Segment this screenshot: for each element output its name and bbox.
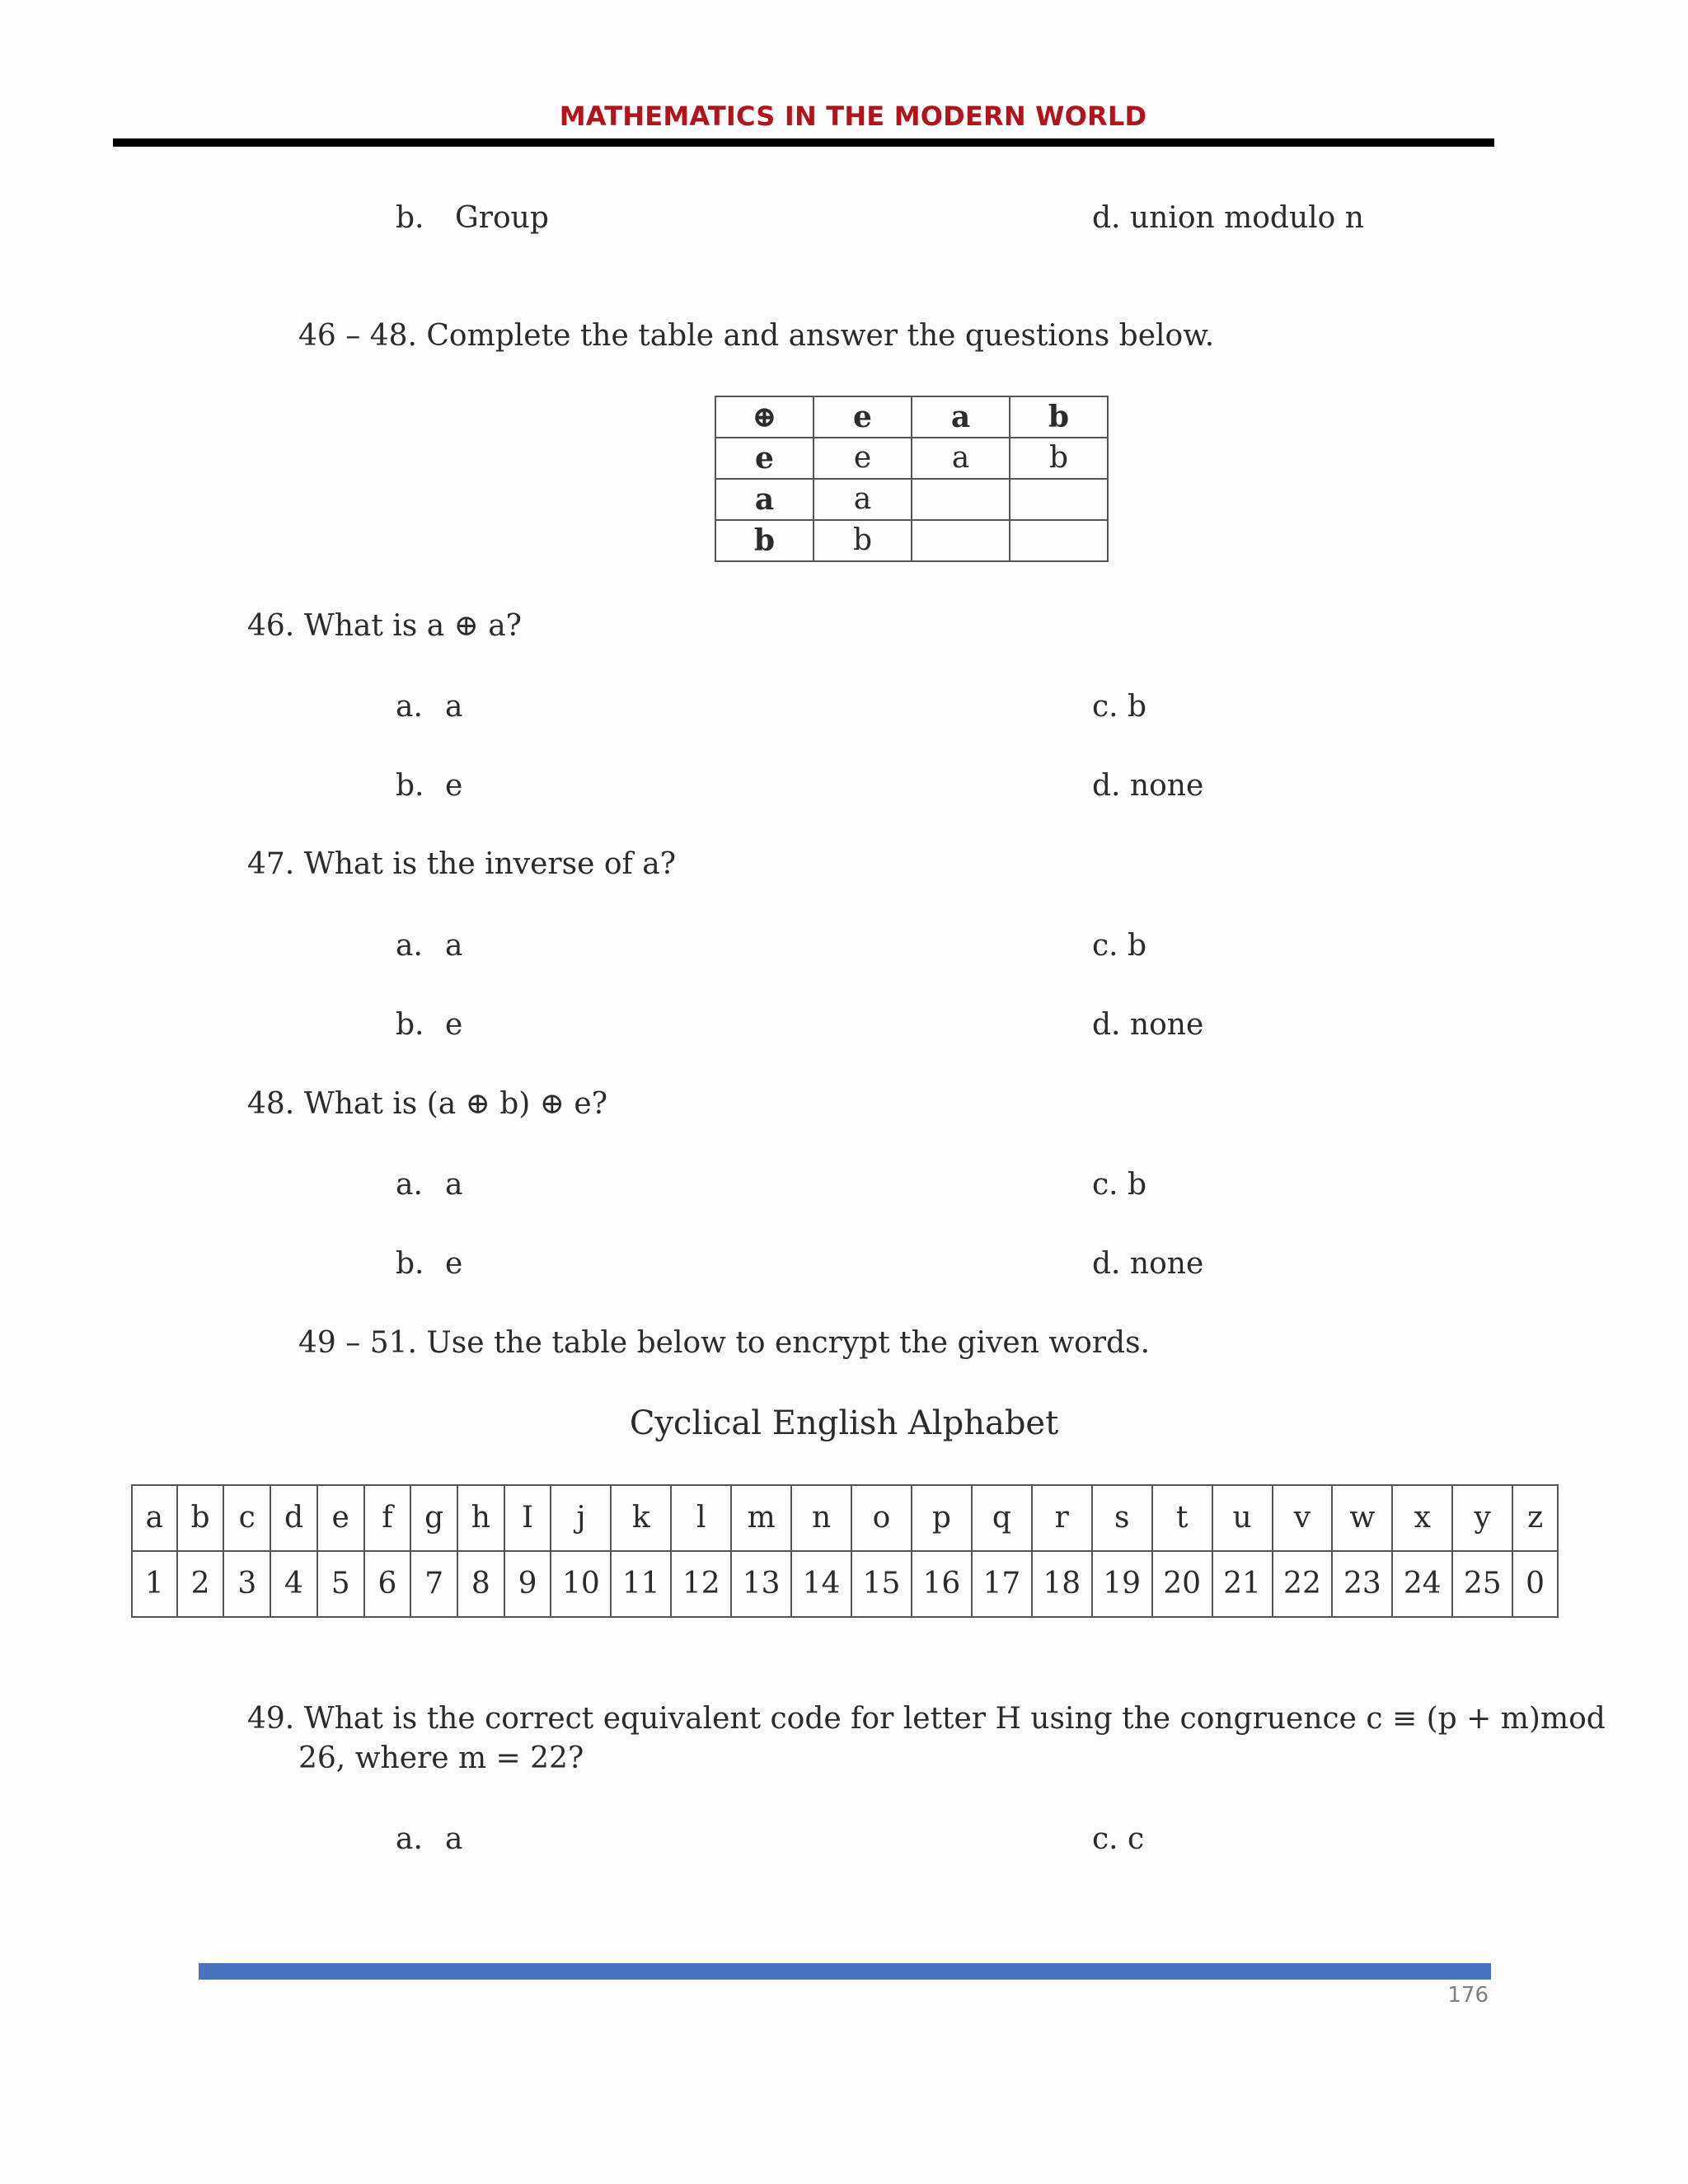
alphabet-number-cell: 6 (364, 1551, 411, 1617)
alphabet-letter-cell: x (1392, 1485, 1452, 1551)
table-cell (912, 520, 1010, 561)
alphabet-number-cell: 11 (611, 1551, 671, 1617)
q48-option-a (396, 1167, 462, 1203)
option-text: e (445, 769, 463, 803)
row-header: e (715, 438, 814, 479)
footer-bar (199, 1963, 1491, 1980)
prev-option-b (396, 200, 549, 237)
operator-cell: ⊕ (715, 396, 814, 438)
cyclical-alphabet-table (131, 1484, 1559, 1618)
alphabet-letter-cell: y (1452, 1485, 1512, 1551)
option-label: a. (396, 690, 423, 724)
question-49-line2: 26, where m = 22? (298, 1741, 584, 1775)
alphabet-number-cell: 7 (410, 1551, 457, 1617)
letters-row (132, 1485, 1558, 1551)
q46-option-a (396, 689, 462, 725)
alphabet-letter-cell: a (132, 1485, 177, 1551)
alphabet-number-cell: 20 (1152, 1551, 1212, 1617)
alphabet-number-cell: 2 (177, 1551, 224, 1617)
alphabet-letter-cell: b (177, 1485, 224, 1551)
option-text: a (445, 1822, 463, 1856)
page-number: 176 (1447, 1983, 1489, 2008)
alphabet-letter-cell: q (972, 1485, 1032, 1551)
table-row (715, 520, 1108, 561)
alphabet-number-cell: 0 (1512, 1551, 1558, 1617)
table-cell (912, 479, 1010, 520)
q47-option-a (396, 928, 462, 964)
alphabet-letter-cell: g (410, 1485, 457, 1551)
alphabet-number-cell: 10 (551, 1551, 611, 1617)
alphabet-letter-cell: o (851, 1485, 912, 1551)
alphabet-letter-cell: c (223, 1485, 270, 1551)
alphabet-number-cell: 3 (223, 1551, 270, 1617)
alphabet-number-cell: 16 (912, 1551, 972, 1617)
option-label: b. (396, 201, 424, 235)
table-cell (1010, 520, 1108, 561)
q46-option-b (396, 768, 462, 804)
alphabet-number-cell: 5 (317, 1551, 364, 1617)
section-49-51-heading: 49 – 51. Use the table below to encrypt the given words. (298, 1326, 1151, 1360)
alphabet-number-cell: 9 (504, 1551, 551, 1617)
option-label: a. (396, 929, 423, 963)
header-title: MATHEMATICS IN THE MODERN WORLD (559, 101, 1147, 132)
alphabet-letter-cell: I (504, 1485, 551, 1551)
q47-option-c: c. b (1092, 929, 1147, 963)
operation-table (715, 396, 1109, 562)
alphabet-number-cell: 4 (270, 1551, 317, 1617)
option-text: a (445, 690, 463, 724)
table-cell: b (1010, 438, 1108, 479)
alphabet-letter-cell: u (1212, 1485, 1273, 1551)
alphabet-letter-cell: d (270, 1485, 317, 1551)
option-text: e (445, 1008, 463, 1042)
table-cell: a (912, 438, 1010, 479)
question-48-text: 48. What is (a ⊕ b) ⊕ e? (247, 1087, 607, 1121)
table-cell: a (814, 479, 912, 520)
option-text: a (445, 929, 463, 963)
q47-option-d: d. none (1092, 1008, 1204, 1042)
alphabet-letter-cell: z (1512, 1485, 1558, 1551)
table-cell: e (814, 438, 912, 479)
alphabet-letter-cell: m (731, 1485, 791, 1551)
col-header: a (912, 396, 1010, 438)
alphabet-letter-cell: l (671, 1485, 731, 1551)
alphabet-number-cell: 14 (791, 1551, 851, 1617)
alphabet-number-cell: 13 (731, 1551, 791, 1617)
alphabet-number-cell: 22 (1273, 1551, 1333, 1617)
alphabet-letter-cell: h (457, 1485, 504, 1551)
option-label: a. (396, 1168, 423, 1202)
alphabet-number-cell: 19 (1092, 1551, 1152, 1617)
alphabet-letter-cell: k (611, 1485, 671, 1551)
q49-option-c: c. c (1092, 1822, 1145, 1856)
table-cell: b (814, 520, 912, 561)
section-46-48-heading: 46 – 48. Complete the table and answer the questions below. (298, 319, 1215, 353)
alphabet-number-cell: 1 (132, 1551, 177, 1617)
alphabet-letter-cell: v (1273, 1485, 1333, 1551)
alphabet-letter-cell: p (912, 1485, 972, 1551)
alphabet-number-cell: 25 (1452, 1551, 1512, 1617)
alphabet-letter-cell: r (1032, 1485, 1092, 1551)
alphabet-table-title: Cyclical English Alphabet (629, 1404, 1059, 1442)
q48-option-c: c. b (1092, 1168, 1147, 1202)
option-text: Group (455, 201, 549, 235)
q49-option-a (396, 1821, 462, 1858)
col-header: e (814, 396, 912, 438)
alphabet-number-cell: 17 (972, 1551, 1032, 1617)
table-row (715, 479, 1108, 520)
q48-option-d: d. none (1092, 1247, 1204, 1281)
table-row (715, 438, 1108, 479)
alphabet-number-cell: 8 (457, 1551, 504, 1617)
alphabet-letter-cell: t (1152, 1485, 1212, 1551)
table-cell (1010, 479, 1108, 520)
q48-option-b (396, 1246, 462, 1282)
q46-option-d: d. none (1092, 769, 1204, 803)
option-label: b. (396, 769, 424, 803)
option-label: b. (396, 1008, 424, 1042)
header-rule (113, 138, 1494, 147)
alphabet-letter-cell: f (364, 1485, 411, 1551)
option-label: b. (396, 1247, 424, 1281)
row-header: b (715, 520, 814, 561)
alphabet-letter-cell: e (317, 1485, 364, 1551)
question-46-text: 46. What is a ⊕ a? (247, 609, 522, 643)
alphabet-letter-cell: w (1332, 1485, 1392, 1551)
alphabet-letter-cell: n (791, 1485, 851, 1551)
prev-option-d: d. union modulo n (1092, 201, 1364, 235)
row-header: a (715, 479, 814, 520)
option-text: e (445, 1247, 463, 1281)
q47-option-b (396, 1007, 462, 1043)
alphabet-number-cell: 18 (1032, 1551, 1092, 1617)
alphabet-number-cell: 24 (1392, 1551, 1452, 1617)
alphabet-letter-cell: s (1092, 1485, 1152, 1551)
alphabet-number-cell: 23 (1332, 1551, 1392, 1617)
numbers-row (132, 1551, 1558, 1617)
option-label: a. (396, 1822, 423, 1856)
col-header: b (1010, 396, 1108, 438)
alphabet-number-cell: 21 (1212, 1551, 1273, 1617)
question-47-text: 47. What is the inverse of a? (247, 847, 677, 881)
table-row (715, 396, 1108, 438)
alphabet-number-cell: 15 (851, 1551, 912, 1617)
option-text: a (445, 1168, 463, 1202)
alphabet-letter-cell: j (551, 1485, 611, 1551)
q46-option-c: c. b (1092, 690, 1147, 724)
question-49-line1: 49. What is the correct equivalent code for letter H using the congruence c ≡ (p + m)mod (247, 1702, 1606, 1736)
alphabet-number-cell: 12 (671, 1551, 731, 1617)
